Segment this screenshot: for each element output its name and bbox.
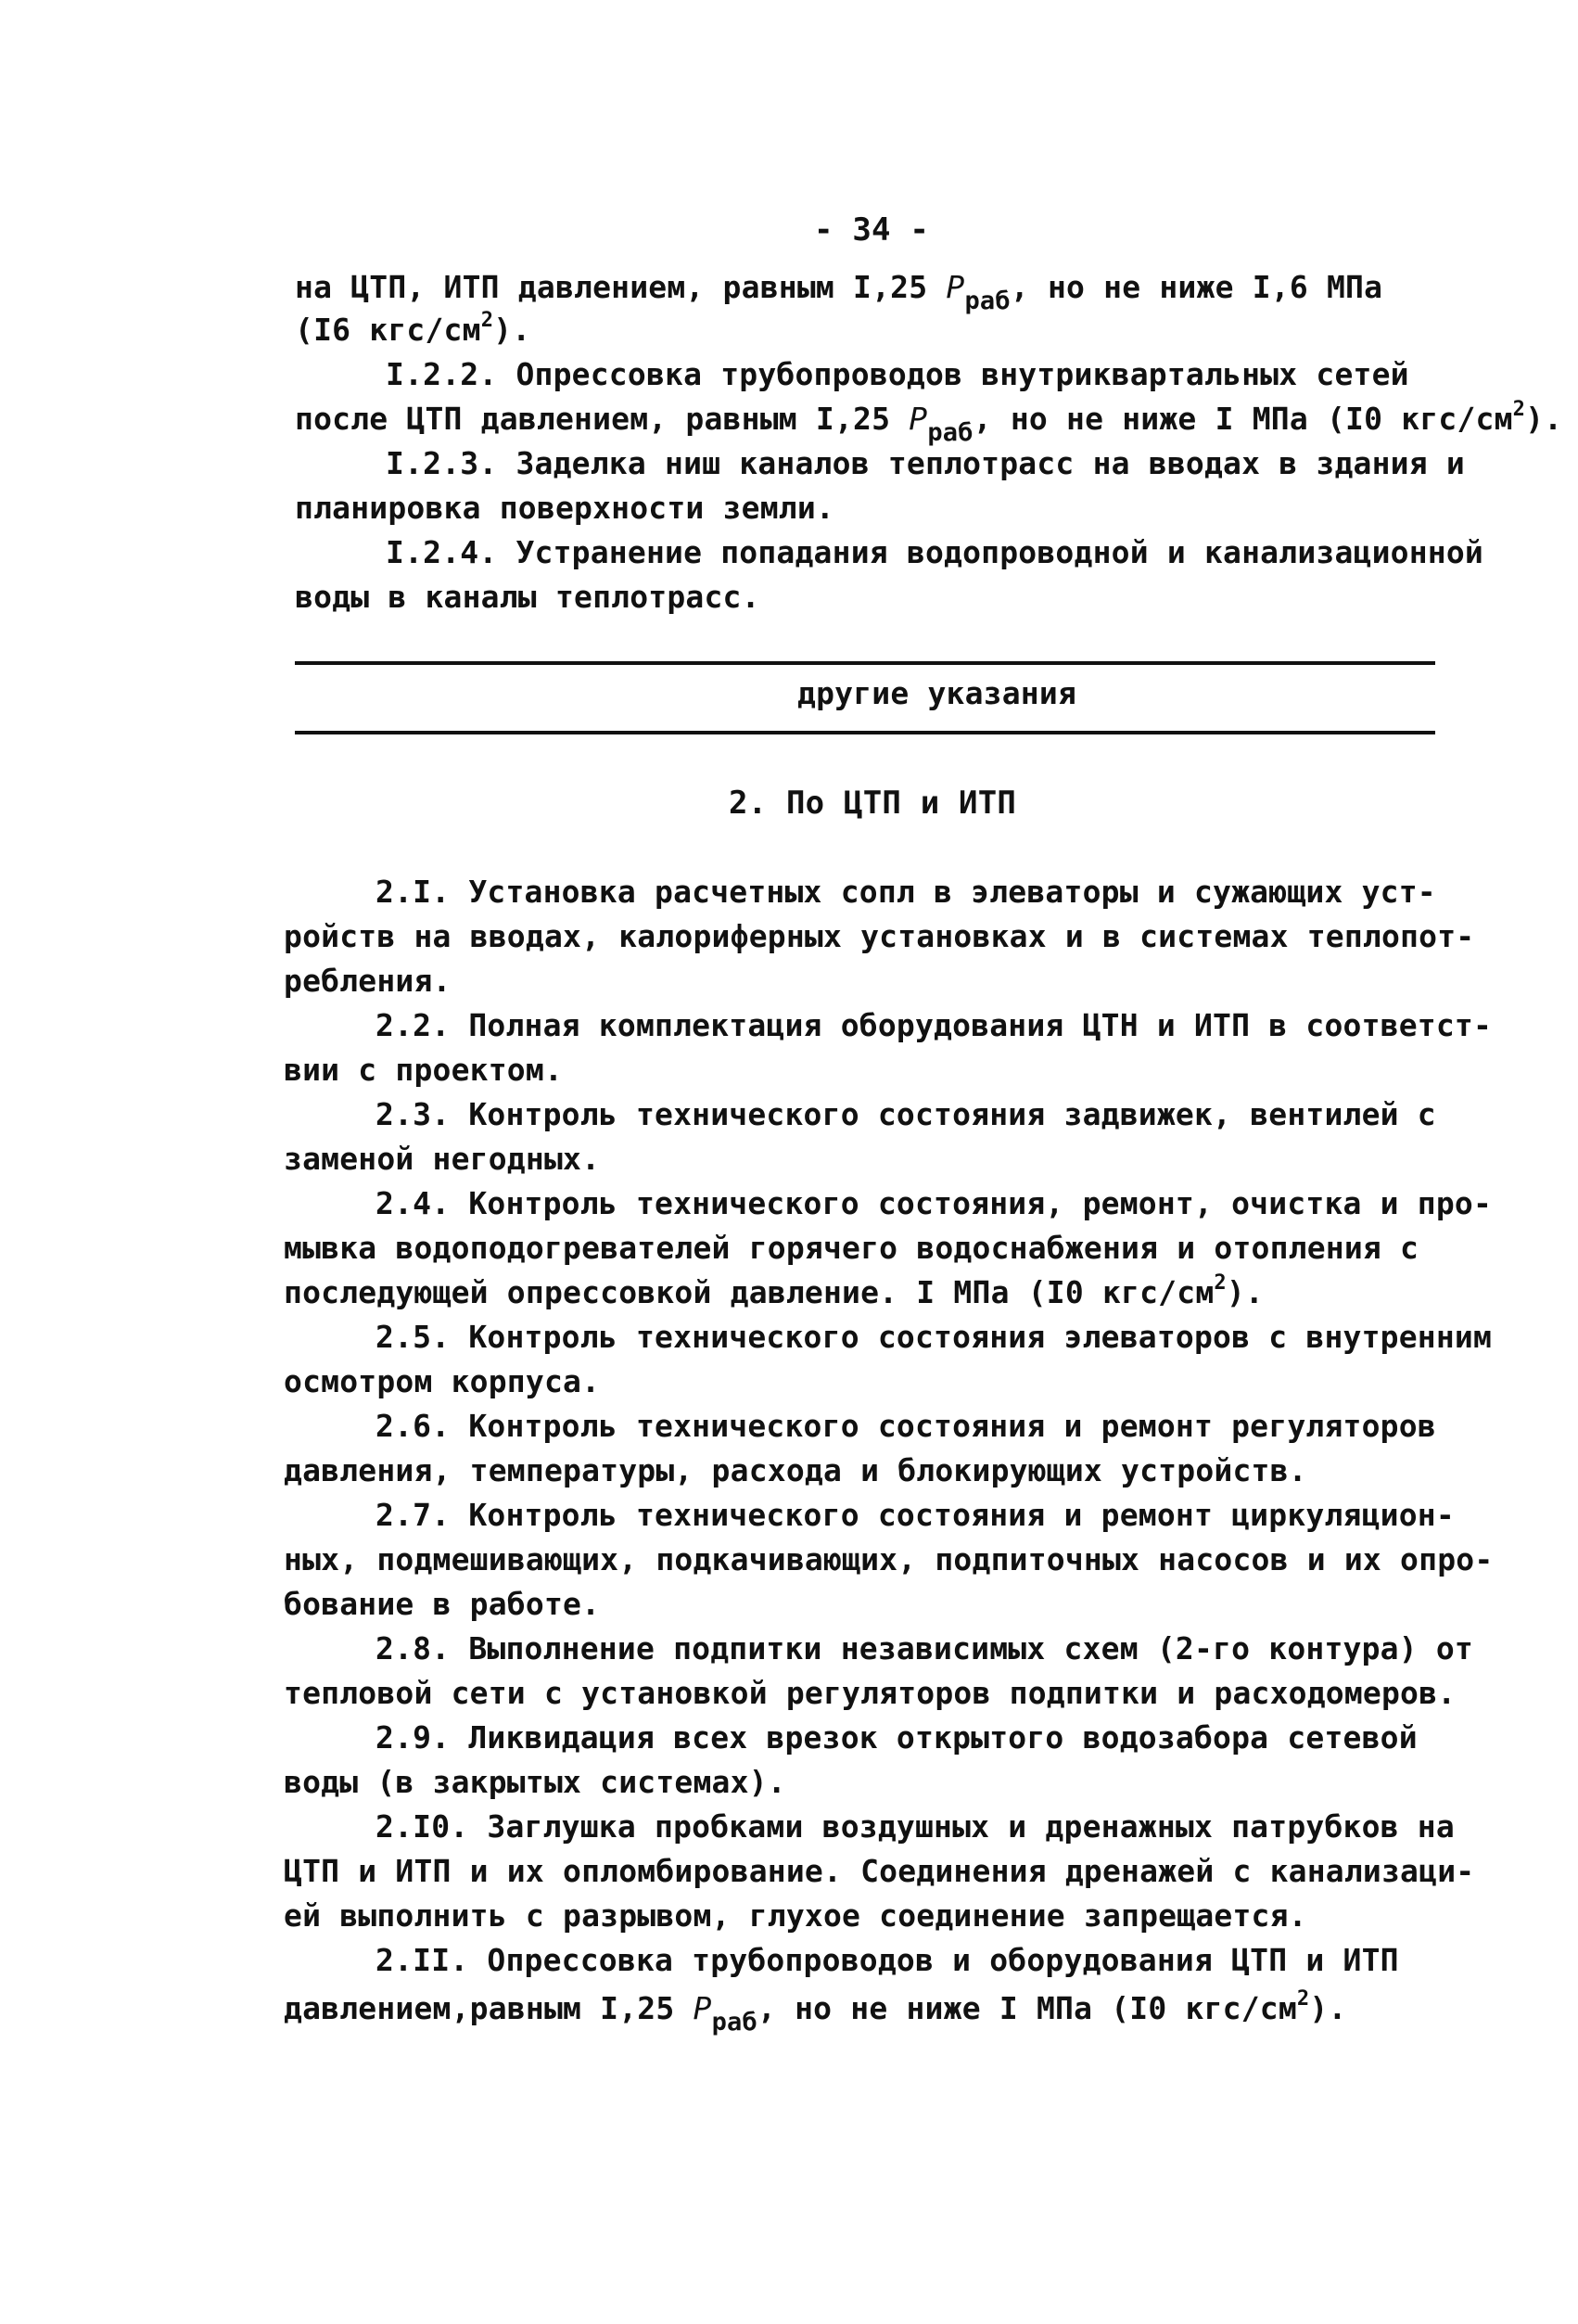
header-bottom-rule xyxy=(295,731,1435,734)
item-line-15: 2.7. Контроль технического состояния и ремонт циркуляцион- xyxy=(375,1497,1455,1533)
item-line-26 xyxy=(284,1987,1347,2037)
item-line-11: 2.5. Контроль технического состояния элеваторов с внутренним xyxy=(375,1319,1493,1355)
item-line-23: ЦТП и ИТП и их опломбирование. Соединения дренажей с канализаци- xyxy=(284,1853,1475,1889)
text-segment: последующей опрессовкой давление. I МПа (I0 кгс/см xyxy=(284,1274,1215,1310)
text-line-5: I.2.3. Заделка ниш каналов теплотрасс на вводах в здания и xyxy=(386,445,1465,481)
item-line-3: ребления. xyxy=(284,963,452,999)
item-line-9: мывка водоподогревателей горячего водоснабжения и отопления с xyxy=(284,1230,1419,1266)
page-number: - 34 - xyxy=(814,211,930,249)
item-line-2: ройств на вводах, калориферных установках и в системах теплопот- xyxy=(284,918,1475,954)
pressure-subscript: раб xyxy=(711,2008,757,2037)
item-line-18: 2.8. Выполнение подпитки независимых схем (2-го контура) от xyxy=(375,1630,1473,1666)
text-segment: , но не ниже I МПа (I0 кгс/см xyxy=(757,1990,1297,2026)
item-line-1: 2.I. Установка расчетных сопл в элеваторы и сужающих уст- xyxy=(375,874,1436,910)
item-line-7: заменой негодных. xyxy=(284,1141,601,1177)
pressure-subscript: раб xyxy=(927,418,974,447)
text-line-4 xyxy=(295,398,1563,447)
text-line-3: I.2.2. Опрессовка трубопроводов внутриквартальных сетей xyxy=(386,356,1409,392)
text-segment: , но не ниже I,6 МПа xyxy=(1010,269,1383,305)
superscript: 2 xyxy=(1214,1271,1227,1295)
text-line-6: планировка поверхности земли. xyxy=(295,490,834,526)
item-line-17: бование в работе. xyxy=(284,1586,601,1622)
item-line-21: воды (в закрытых системах). xyxy=(284,1764,786,1800)
superscript: 2 xyxy=(480,309,494,332)
superscript: 2 xyxy=(1512,398,1526,421)
item-line-22: 2.I0. Заглушка пробками воздушных и дренажных патрубков на xyxy=(375,1808,1455,1845)
text-segment: после ЦТП давлением, равным I,25 xyxy=(295,401,910,437)
text-segment: , но не ниже I МПа (I0 кгс/см xyxy=(973,401,1513,437)
pressure-symbol: P xyxy=(946,269,965,305)
text-segment: ). xyxy=(1309,1990,1347,2026)
item-line-19: тепловой сети с установкой регуляторов подпитки и расходомеров. xyxy=(284,1675,1457,1711)
item-line-20: 2.9. Ликвидация всех врезок открытого водозабора сетевой xyxy=(375,1719,1418,1756)
text-segment: на ЦТП, ИТП давлением, равным I,25 xyxy=(295,269,947,305)
item-line-16: ных, подмешивающих, подкачивающих, подпиточных насосов и их опро- xyxy=(284,1541,1494,1577)
text-line-7: I.2.4. Устранение попадания водопроводной и канализационной xyxy=(386,534,1483,570)
superscript: 2 xyxy=(1296,1987,1310,2011)
item-line-24: ей выполнить с разрывом, глухое соединение запрещается. xyxy=(284,1897,1307,1934)
text-line-2 xyxy=(295,309,531,353)
text-segment: давлением,равным I,25 xyxy=(284,1990,694,2026)
header-band-title: другие указания xyxy=(797,675,1077,711)
text-segment: ). xyxy=(1525,401,1563,437)
text-segment: ). xyxy=(493,312,531,348)
text-segment: (I6 кгс/см xyxy=(295,312,481,348)
item-line-10 xyxy=(284,1271,1264,1316)
text-segment: ). xyxy=(1226,1274,1264,1310)
item-line-4: 2.2. Полная комплектация оборудования ЦТН и ИТП в соответст- xyxy=(375,1007,1493,1043)
section-title: 2. По ЦТП и ИТП xyxy=(729,785,1017,822)
pressure-symbol: P xyxy=(909,401,928,437)
item-line-12: осмотром корпуса. xyxy=(284,1363,601,1399)
pressure-subscript: раб xyxy=(964,287,1011,315)
pressure-symbol: P xyxy=(693,1990,712,2026)
item-line-5: вии с проектом. xyxy=(284,1052,564,1088)
header-top-rule xyxy=(295,661,1435,665)
text-line-1 xyxy=(295,269,1383,315)
item-line-14: давления, температуры, расхода и блокирующих устройств. xyxy=(284,1452,1307,1488)
item-line-8: 2.4. Контроль технического состояния, ремонт, очистка и про- xyxy=(375,1185,1493,1221)
item-line-13: 2.6. Контроль технического состояния и ремонт регуляторов xyxy=(375,1408,1436,1444)
item-line-25: 2.II. Опрессовка трубопроводов и оборудования ЦТП и ИТП xyxy=(375,1942,1399,1978)
item-line-6: 2.3. Контроль технического состояния задвижек, вентилей с xyxy=(375,1096,1436,1132)
text-line-8: воды в каналы теплотрасс. xyxy=(295,579,760,615)
